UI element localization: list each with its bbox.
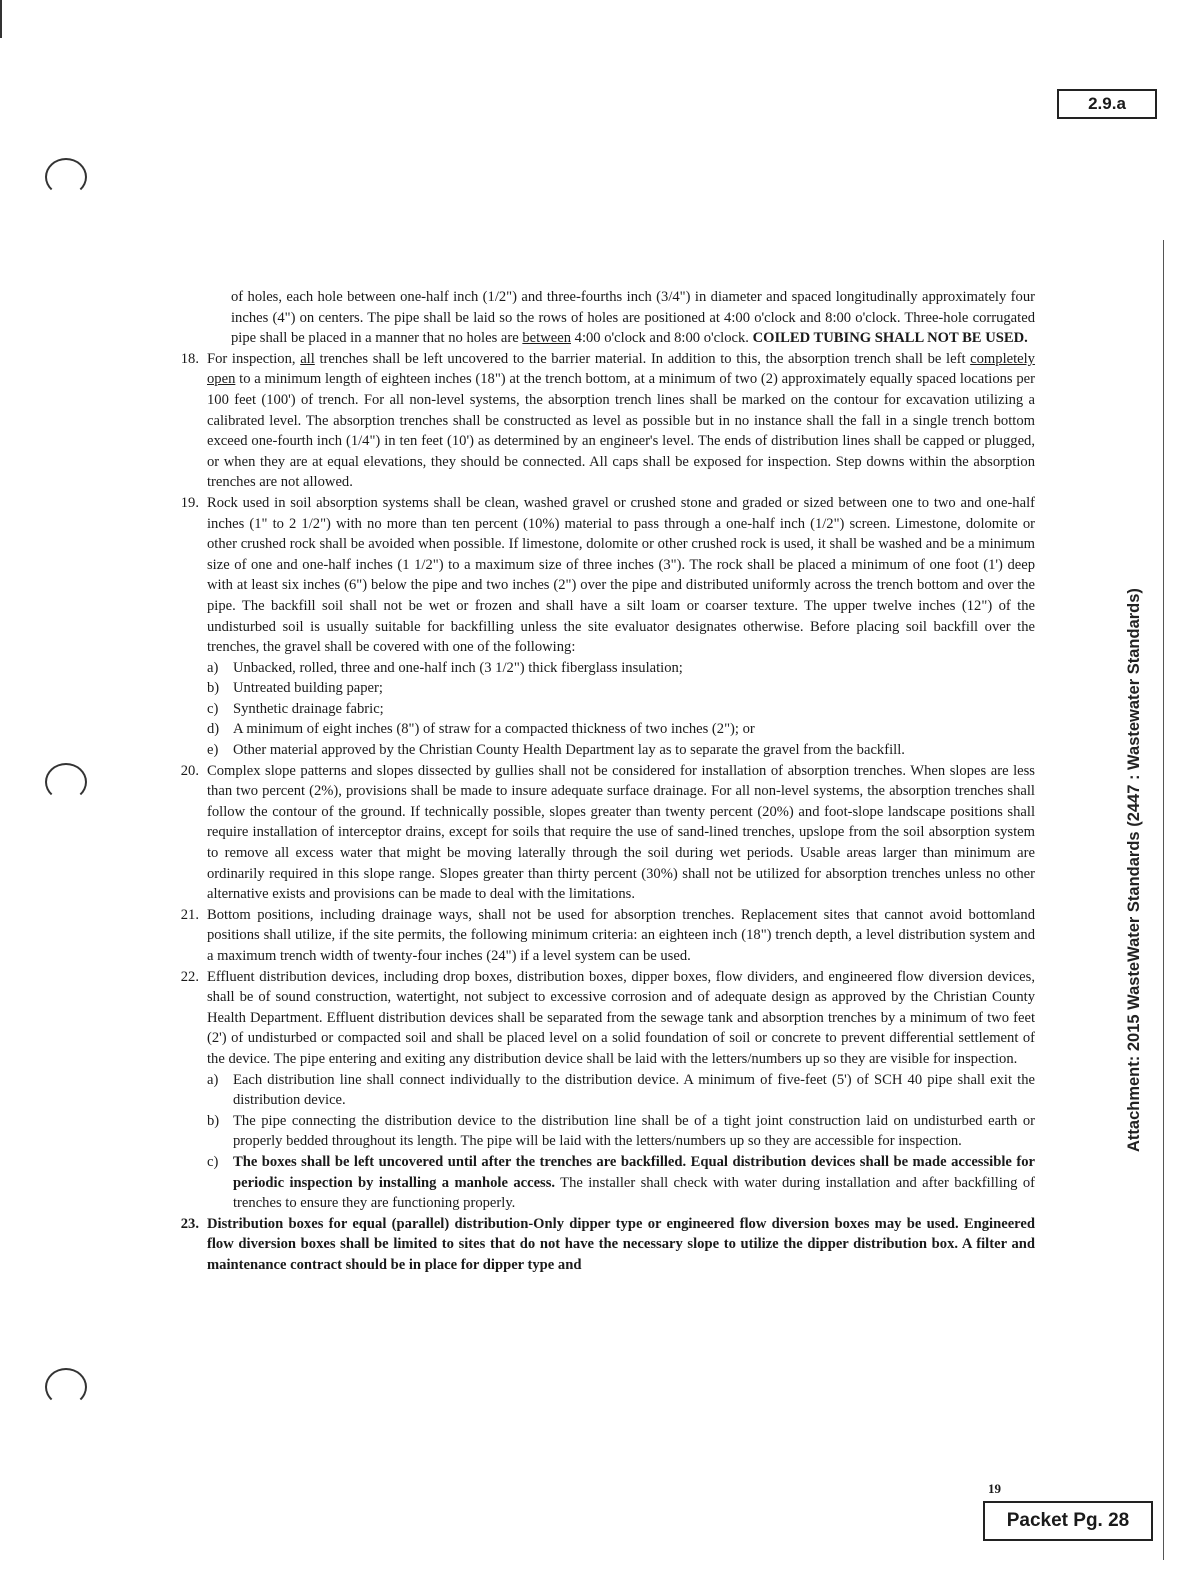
list-item-19 (155, 493, 1035, 761)
section-badge (1057, 89, 1157, 119)
sub-item-22c (207, 1152, 1035, 1214)
attachment-side-label: Attachment: 2015 WasteWater Standards (2447 : Wastewater Standards) (1125, 588, 1143, 1152)
list-item-18 (155, 349, 1035, 493)
sub-letter: a) (207, 1071, 219, 1088)
item-text: to a minimum length of eighteen inches (18") at the trench bottom, at a minimum of two (2) approximately equally spaced locations per 100 feet (100') of trench. For all non-level systems, the absorption trench lines shall be marked on the contour for excavation utilizing a calibrated level. The absorption trenches shall be constructed as level as possible but in no instance shall the fall in a single trench bottom exceed one-fourth inch (1/4") in ten feet (10') as determined by an engineer's level. The ends of distribution lines shall be capped or plugged, or when they are at equal elevations, they should be connected. All caps shall be exposed for inspection. Step downs within the absorption trenches are not allowed. (207, 371, 1035, 491)
intro-underline: between (522, 330, 571, 347)
sub-text: A minimum of eight inches (8") of straw for a compacted thickness of two inches (2"); or (233, 721, 755, 738)
item-body (207, 967, 1035, 1214)
item-number: 18. (180, 350, 199, 367)
document-body (155, 287, 1035, 1276)
sub-text: The pipe connecting the distribution device to the distribution line shall be of a tight joint construction laid on undisturbed earth or properly bedded throughout its length. The pipe will be laid with the letters/numbers up so they are accessible for inspection. (233, 1112, 1035, 1150)
sub-text: Other material approved by the Christian County Health Department lay as to separate the gravel from the backfill. (233, 742, 905, 759)
item-text: For inspection, (207, 350, 301, 367)
item-underline: completely open (207, 350, 1035, 388)
sub-letter: c) (207, 700, 219, 717)
item-text: Bottom positions, including drainage ways, shall not be used for absorption trenches. Replacement sites that cannot avoid bottomland positions shall utilize, if the site permits, the following minimum criteria: an eighteen inch (18") trench depth, a level distribution system and a maximum trench width of twenty-four inches (24") if a level system can be used. (207, 906, 1035, 964)
item-number: 21. (180, 906, 199, 923)
list-item-21 (155, 905, 1035, 967)
item-text: Complex slope patterns and slopes dissected by gullies shall not be considered for installation of absorption trenches. When slopes are less than two percent (2%), provisions shall be made to insure adequate surface drainage. For all non-level systems, the absorption trenches shall follow the contour of the ground. If technically possible, slopes greater than twenty percent (20%) and foot-slope landscape positions shall require installation of interceptor drains, except for soils that require the use of sand-lined trenches, upslope from the soil absorption system to remove all excess water that might be moving laterally through the soil during wet periods. Usable areas larger than minimum are ordinarily required in this slope range. Slopes greater than thirty percent (30%) shall not be utilized for absorption trenches unless no other alternative exists and provisions can be made to deal with the limitations. (207, 762, 1035, 903)
sub-item-19e (207, 740, 1035, 761)
list-item-23 (155, 1214, 1035, 1276)
item-text: trenches shall be left uncovered to the barrier material. In addition to this, the absorption trench shall be left (314, 350, 971, 367)
sub-text: Synthetic drainage fabric; (233, 700, 384, 717)
intro-text: of holes, each hole between one-half inch (1/2") and three-fourths inch (3/4") in diameter and spaced longitudinally approximately four inches (4") on centers. The pipe shall be laid so the rows of holes are positioned at 4:00 o'clock and 8:00 o'clock. Three-hole corrugated pipe shall be placed in a manner that no holes are (231, 289, 1035, 347)
margin-rule (1163, 240, 1164, 1560)
sub-text: Each distribution line shall connect individually to the distribution device. A minimum of five-feet (5') of SCH 40 pipe shall exit the distribution device. (233, 1071, 1035, 1109)
sub-item-22b (207, 1111, 1035, 1152)
section-badge-text: 2.9.a (1088, 94, 1126, 113)
item-body (207, 493, 1035, 761)
sub-letter: b) (207, 680, 220, 697)
sub-letter: c) (207, 1153, 219, 1170)
intro-bold: COILED TUBING SHALL NOT BE USED. (752, 330, 1028, 347)
item-text: Rock used in soil absorption systems shall be clean, washed gravel or crushed stone and graded or sized between one to two and one-half inches (1" to 2 1/2") with no more than ten percent (10%) material to pass through a one-half inch (1/2") screen. Limestone, dolomite or other crushed rock shall be avoided when possible. If limestone, dolomite or other crushed rock is used, it shall be washed and be a minimum size of one and one-half inches (1 1/2") to a maximum size of three inches (3"). The rock shall be placed a minimum of one foot (1') deep with at least six inches (6") below the pipe and two inches (2") over the pipe and distributed uniformly across the trench bottom and over the pipe. The backfill soil shall not be wet or frozen and shall have a silt loam or coarser texture. The upper twelve inches (12") of the undisturbed soil is usually suitable for backfilling unless the site evaluator designates otherwise. Before placing soil backfill over the trenches, the gravel shall be covered with one of the following: (207, 494, 1035, 656)
sub-item-19a (207, 658, 1035, 679)
packet-page-badge (983, 1501, 1153, 1541)
sub-item-22a (207, 1070, 1035, 1111)
sub-text: Unbacked, rolled, three and one-half inch (3 1/2") thick fiberglass insulation; (233, 659, 683, 676)
sub-letter: b) (207, 1112, 220, 1129)
sub-letter: d) (207, 721, 220, 738)
punch-hole-bottom (45, 1368, 87, 1406)
punch-hole-top (45, 158, 87, 196)
sub-letter: e) (207, 742, 219, 759)
punch-hole-middle (45, 763, 87, 801)
sub-text (233, 1152, 1035, 1214)
packet-page-text: Packet Pg. 28 (1006, 1510, 1130, 1531)
sub-item-19c (207, 699, 1035, 720)
sub-item-19d (207, 719, 1035, 740)
item-number: 22. (180, 968, 199, 985)
intro-text-2: 4:00 o'clock and 8:00 o'clock. (571, 330, 753, 347)
item-number: 23. (180, 1215, 199, 1232)
scan-edge-mark (0, 0, 2, 38)
item-underline: all (300, 350, 315, 367)
sub-letter: a) (207, 659, 219, 676)
item-body (207, 349, 1035, 493)
item-number: 19. (180, 494, 199, 511)
list-item-22 (155, 967, 1035, 1214)
list-item-20 (155, 761, 1035, 905)
sub-plain-text: The installer shall check with water during installation and after backfilling of trenches to ensure they are functioning properly. (233, 1174, 1035, 1212)
item-number: 20. (180, 762, 199, 779)
sub-bold-text: The boxes shall be left uncovered until after the trenches are backfilled. Equal distribution devices shall be made accessible for periodic inspection by installing a manhole access. (233, 1153, 1035, 1191)
item-text: Effluent distribution devices, including drop boxes, distribution boxes, dipper boxes, flow dividers, and engineered flow diversion devices, shall be of sound construction, watertight, not subject to excessive corrosion and of adequate design as approved by the Christian County Health Department. Effluent distribution devices shall be separated from the sewage tank and absorption trenches by a minimum of two feet (2') of undisturbed or compacted soil and shall be placed level on a solid foundation of soil or concrete to prevent differential settlement of the device. The pipe entering and exiting any distribution device shall be laid with the letters/numbers up so they are visible for inspection. (207, 968, 1035, 1067)
item-text: Distribution boxes for equal (parallel) distribution-Only dipper type or engineered flow diversion boxes may be used. Engineered flow diversion boxes shall be limited to sites that do not have the necessary slope to utilize the dipper distribution box. A filter and maintenance contract should be in place for dipper type and (207, 1215, 1035, 1273)
sub-item-19b (207, 678, 1035, 699)
sub-text: Untreated building paper; (233, 680, 383, 697)
intro-paragraph (155, 287, 1035, 349)
page-number: 19 (988, 1481, 1001, 1496)
